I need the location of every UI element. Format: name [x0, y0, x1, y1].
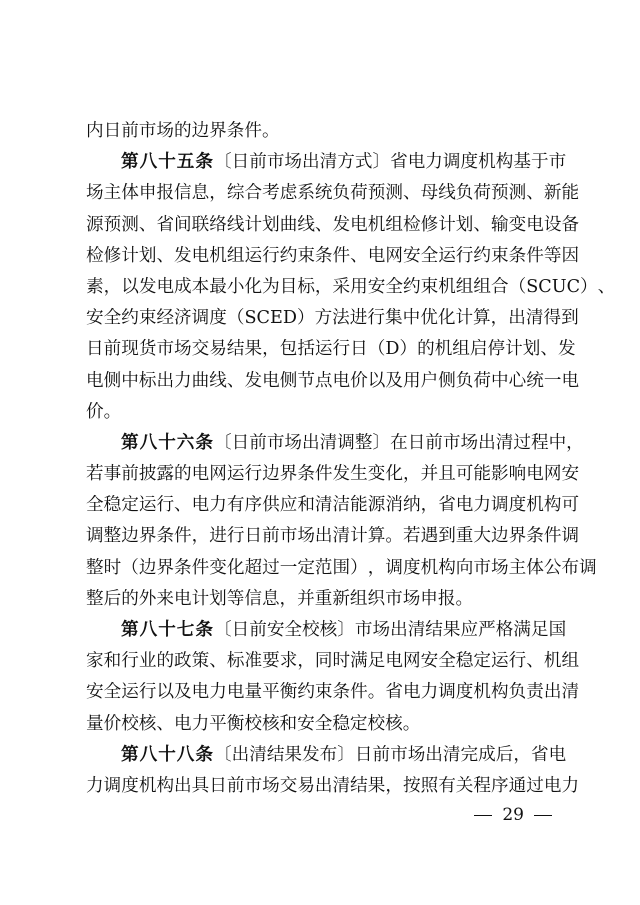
text-line: 家 和 行 业 的 政 策 、 标 准 要 求 ， 同 时 满 足 电 网 安 全 稳 定 运 行 、 机 组: [86, 651, 580, 672]
text-line: [86, 116, 558, 147]
text-line: 第八十七条 〔 日 前 安 全 校 核 〕 市 场 出 清 结 果 应 严 格 满 足 国: [86, 615, 558, 646]
text-line: 调 整 边 界 条 件 ， 进 行 日 前 市 场 出 清 计 算 。 若 遇 到 重 大 边 界 条 件 调: [86, 526, 580, 547]
text-line: 安 全 运 行 以 及 电 力 电 量 平 衡 约 束 条 件 。 省 电 力 调 度 机 构 负 责 出 清: [86, 682, 580, 703]
footer-dash-left: [474, 815, 492, 816]
text-line: 力 调 度 机 构 出 具 日 前 市 场 交 易 出 清 结 果 ， 按 照 有 关 程 序 通 过 电 力: [86, 775, 580, 796]
article-number: 第八十七条: [121, 620, 214, 640]
text-line: 第八十六条 〔 日 前 市 场 出 清 调 整 〕 在 日 前 市 场 出 清 过 程 中 ，: [86, 428, 558, 459]
text-line: 第八十八条 〔 出 清 结 果 发 布 〕 日 前 市 场 出 清 完 成 后 ， 省 电: [86, 740, 558, 771]
text-line: [86, 709, 558, 740]
line-text: 整后的外来电计划等信息，并重新组织市场申报。: [86, 588, 474, 609]
text-line: 全 稳 定 运 行 、 电 力 有 序 供 应 和 清 洁 能 源 消 纳 ， 省 电 力 调 度 机 构 可: [86, 495, 580, 516]
line-text: 价。: [86, 401, 122, 422]
page-footer: [0, 805, 562, 825]
text-line: 素 ， 以 发 电 成 本 最 小 化 为 目 标 ， 采 用 安 全 约 束 机 组 组 合 （ SCUC ） 、: [86, 276, 616, 297]
text-line: 第八十五条 〔 日 前 市 场 出 清 方 式 〕 省 电 力 调 度 机 构 基 于 市: [86, 147, 558, 178]
line-text: 内日前市场的边界条件。: [86, 121, 280, 141]
footer-dash-right: [534, 815, 552, 816]
article-number: 第八十五条: [121, 152, 214, 173]
text-line: [86, 584, 558, 615]
text-line: 场 主 体 申 报 信 息 ， 综 合 考 虑 系 统 负 荷 预 测 、 母 线 负 荷 预 测 、 新 能: [86, 183, 580, 204]
text-line: 源 预 测 、 省 间 联 络 线 计 划 曲 线 、 发 电 机 组 检 修 计 划 、 输 变 电 设 备: [86, 214, 580, 235]
document-body: [86, 116, 616, 802]
article-number: 第八十八条: [121, 744, 214, 765]
text-line: 整 时 （ 边 界 条 件 变 化 超 过 一 定 范 围 ） ， 调 度 机 构 向 市 场 主 体 公 布 调: [86, 557, 597, 578]
text-line: 日 前 现 货 市 场 交 易 结 果 ， 包 括 运 行 日 （ D ） 的 机 组 启 停 计 划 、 发: [86, 339, 576, 360]
text-line: 检 修 计 划 、 发 电 机 组 运 行 约 束 条 件 、 电 网 安 全 运 行 约 束 条 件 等 因: [86, 245, 580, 266]
line-text: 量价校核、电力平衡校核和安全稳定校核。: [86, 713, 421, 734]
article-number: 第八十六条: [121, 432, 214, 453]
text-line: 安 全 约 束 经 济 调 度 （ SCED ） 方 法 进 行 集 中 优 化 计 算 ， 出 清 得 到: [86, 308, 579, 329]
text-line: [86, 397, 558, 428]
text-line: 电 侧 中 标 出 力 曲 线 、 发 电 侧 节 点 电 价 以 及 用 户 侧 负 荷 中 心 统 一 电: [86, 370, 580, 391]
text-line: 若 事 前 披 露 的 电 网 运 行 边 界 条 件 发 生 变 化 ， 并 且 可 能 影 响 电 网 安: [86, 464, 580, 485]
page-number: 29: [502, 805, 524, 825]
